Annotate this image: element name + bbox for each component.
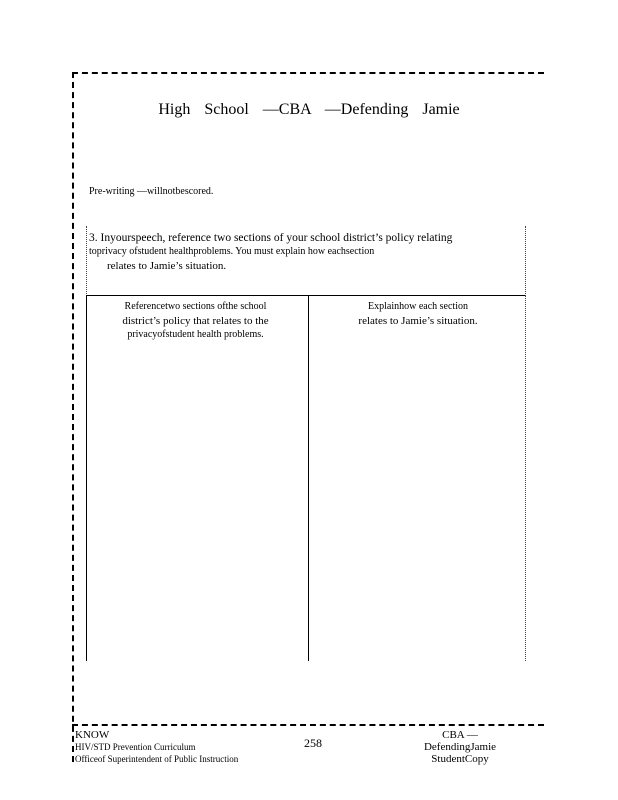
footer-student-copy: StudentCopy	[431, 753, 489, 765]
right-column-line-2: relates to Jamie’s situation.	[358, 315, 478, 327]
question-box-left	[86, 226, 87, 296]
left-column-line-1: Referencetwo sections ofthe school	[124, 301, 267, 312]
footer-office: Officeof Superintendent of Public Instruction	[75, 754, 239, 764]
right-column-line-1: Explainhow each section	[368, 301, 468, 312]
question-line-1: 3. Inyourspeech, reference two sections of your school district’s policy relating	[89, 232, 453, 244]
question-box-right	[525, 226, 526, 296]
table-top-border	[86, 295, 526, 296]
table-right-border	[525, 295, 526, 661]
footer-rule	[72, 724, 544, 726]
prewriting-note: Pre-writing —willnotbescored.	[89, 186, 214, 197]
footer-curriculum: HIV/STD Prevention Curriculum	[75, 742, 196, 752]
page-title: High School —CBA —Defending Jamie	[158, 101, 460, 118]
question-line-3: relates to Jamie’s situation.	[107, 260, 227, 272]
table-center-divider	[308, 295, 309, 661]
question-line-2: toprivacy ofstudent healthproblems. You must explain how eachsection	[89, 246, 375, 257]
left-column-header	[88, 300, 303, 342]
right-column-header	[318, 300, 518, 328]
left-border	[72, 72, 74, 762]
question-text	[89, 231, 509, 273]
table-left-border	[86, 295, 87, 661]
top-border	[72, 72, 544, 74]
page-number: 258	[304, 736, 322, 750]
footer-right	[410, 729, 510, 765]
left-column-line-2: district’s policy that relates to the	[122, 315, 269, 327]
footer-know: KNOW	[75, 729, 110, 741]
footer-left	[75, 729, 238, 765]
left-column-line-3: privacyofstudent health problems.	[127, 329, 264, 340]
footer-cba: CBA —DefendingJamie	[423, 729, 497, 753]
